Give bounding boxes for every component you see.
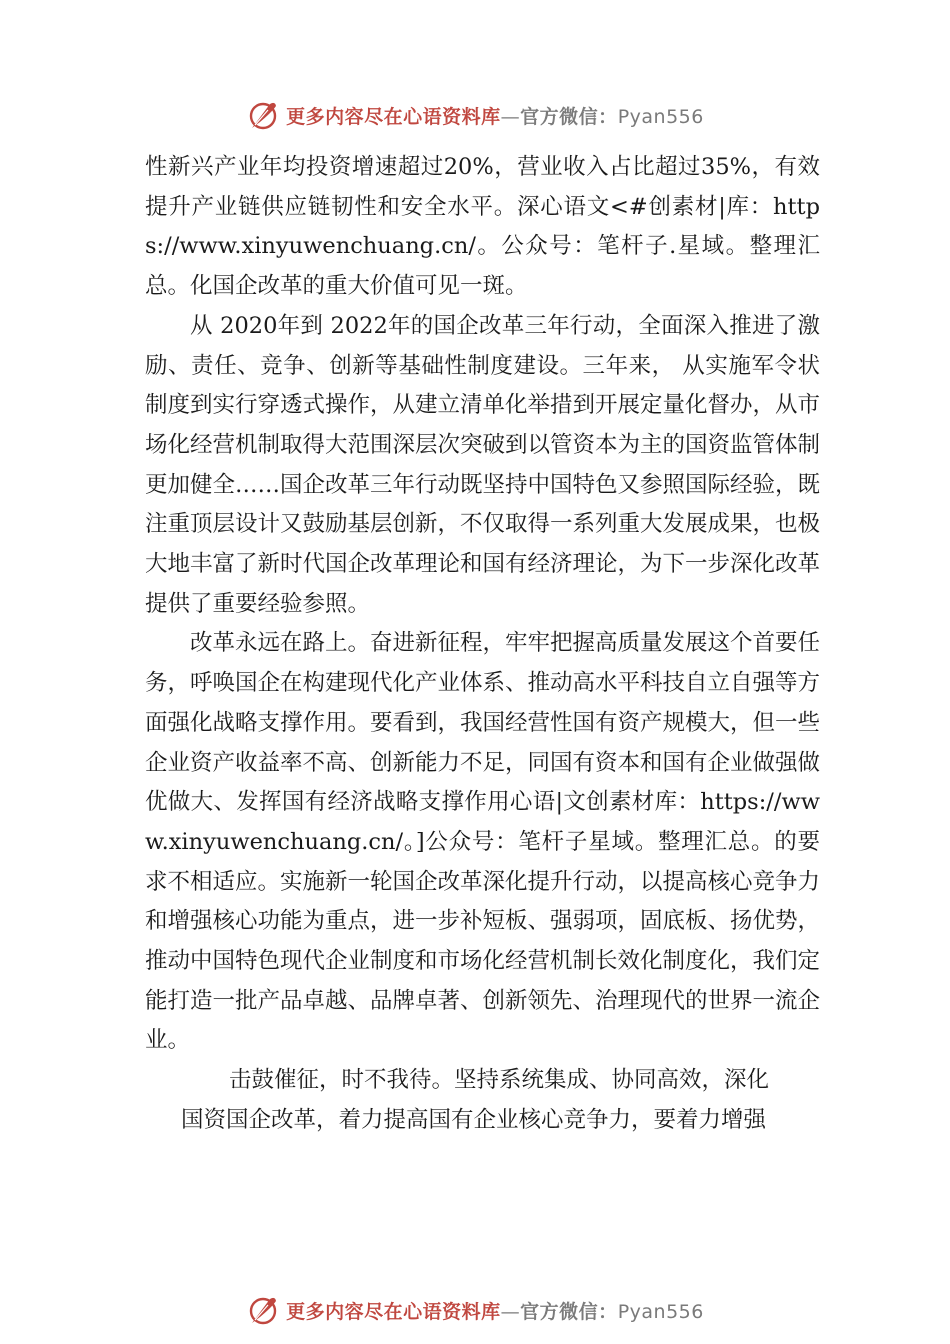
paragraph-1: 性新兴产业年均投资增速超过20%，营业收入占比超过35%，有效提升产业链供应链韧性和安全水平。深心语文<#创素材|库：https://www.xinyuwenchuang.cn/。公众号：笔杆子.星域。整理汇总。化国企改革的重大价值可见一斑。 — [145, 154, 820, 300]
header-banner — [0, 95, 950, 135]
paragraph-2: 从 2020年到 2022年的国企改革三年行动，全面深入推进了激励、责任、竞争、创新等基础性制度建设。三年来， 从实施军令状制度到实行穿透式操作，从建立清单化举措到开展定量化督办，从市场化经营机制取得大范围深层次突破到以管资本为主的国资监管体制更加健全……国企改革三年行动既坚持中国特色又参照国际经验，既注重顶层设计又鼓励基层创新，不仅取得一系列重大发展成果，也极大地丰富了新时代国企改革理论和国有经济理论，为下一步深化改革提供了重要经验参照。 — [145, 312, 821, 617]
header-separator: — — [500, 105, 521, 128]
quill-logo-icon — [246, 98, 280, 132]
paragraph-4-line-2: 国资国企改革，着力提高国有企业核心竞争力，要着力增强 — [181, 1106, 767, 1133]
paragraph-4-line-1: 击鼓催征，时不我待。坚持系统集成、协同高效，深化 — [229, 1067, 770, 1094]
paragraph-4 — [181, 1061, 820, 1140]
footer-sub: 官方微信： — [520, 1300, 618, 1323]
paragraph-3: 改革永远在路上。奋进新征程，牢牢把握高质量发展这个首要任务，呼唤国企在构建现代化产业体系、推动高水平科技自立自强等方面强化战略支撑作用。要看到，我国经营性国有资产规模大，但一些企业资产收益率不高、创新能力不足，同国有资本和国有企业做强做优做大、发挥国有经济战略支撑作用心语|文创素材库：https://www.xinyuwenchuang.cn/。]公众号：笔杆子星域。整理汇总。的要求不相适应。实施新一轮国企改革深化提升行动，以提高核心竞争力和增强核心功能为重点，进一步补短板、强弱项，固底板、扬优势，推动中国特色现代企业制度和市场化经营机制长效化制度化，我们定能打造一批产品卓越、品牌卓著、创新领先、治理现代的世界一流企业。 — [145, 630, 821, 1054]
quill-logo-icon — [246, 1293, 280, 1327]
header-brand: 更多内容尽在心语资料库 — [286, 105, 501, 128]
document-body — [145, 148, 820, 1141]
header-sub: 官方微信： — [520, 105, 618, 128]
footer-text — [286, 1297, 704, 1324]
footer-banner — [0, 1290, 950, 1330]
footer-brand: 更多内容尽在心语资料库 — [286, 1300, 501, 1323]
footer-separator: — — [500, 1300, 521, 1323]
header-handle: Pyan556 — [617, 105, 704, 128]
header-text — [286, 102, 704, 129]
footer-handle: Pyan556 — [617, 1300, 704, 1323]
